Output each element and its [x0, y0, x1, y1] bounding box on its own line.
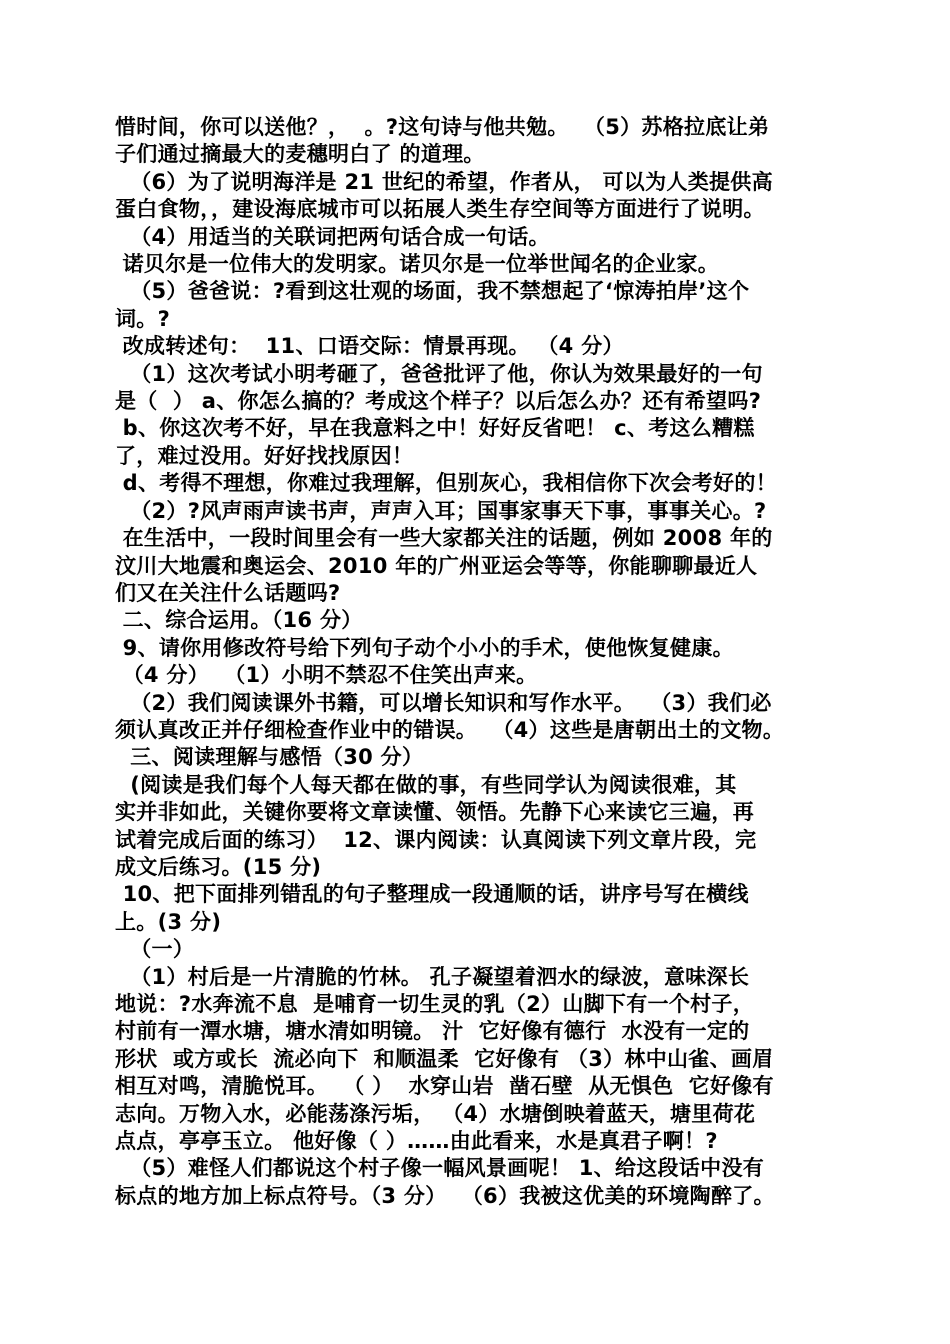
text-line: 相互对鸣，清脆悦耳。 （ ） 水穿山岩 凿石壁 从无惧色 它好像有	[115, 1074, 774, 1099]
text-line: 地说：?水奔流不息 是哺育一切生灵的乳（2）山脚下有一个村子，	[115, 992, 755, 1016]
text-line: （6）为了说明海洋是 21 世纪的希望，作者从， 可以为人类提供高	[115, 169, 773, 194]
subsection-heading: （一）	[115, 937, 195, 962]
text-line: 标点的地方加上标点符号。（3 分） （6）我被这优美的环境陶醉了。	[115, 1183, 775, 1208]
text-line: 了，难过没用。好好找找原因！	[115, 443, 414, 468]
text-line: 上。(3 分)	[115, 909, 222, 934]
text-line: 村前有一潭水塘，塘水清如明镜。 汁 它好像有德行 水没有一定的	[115, 1019, 750, 1044]
document-body	[115, 114, 845, 1210]
text-line: 点点，亭亭玉立。 他好像（ ）……由此看来，水是真君子啊！?	[115, 1129, 718, 1154]
text-line: 词。?	[115, 306, 171, 331]
text-line: 在生活中，一段时间里会有一些大家都关注的话题，例如 2008 年的	[115, 526, 773, 551]
text-line: 成文后练习。(15 分)	[115, 854, 322, 879]
text-line: 9、请你用修改符号给下列句子动个小小的手术，使他恢复健康。	[115, 635, 734, 660]
text-line: 蛋白食物，，建设海底城市可以拓展人类生存空间等方面进行了说明。	[115, 197, 765, 222]
text-line: （5）难怪人们都说这个村子像一幅风景画呢！ 1、给这段话中没有	[115, 1156, 765, 1181]
text-line: （4）用适当的关联词把两句话合成一句话。	[115, 224, 550, 249]
text-line: 诺贝尔是一位伟大的发明家。诺贝尔是一位举世闻名的企业家。	[115, 252, 720, 277]
text-line: 实并非如此，关键你要将文章读懂、领悟。先静下心来读它三遍，再	[115, 800, 754, 825]
section-heading: 三、阅读理解与感悟（30 分）	[115, 745, 424, 770]
text-line: 们又在关注什么话题吗?	[115, 580, 341, 605]
text-line: 子们通过摘最大的麦穗明白了 的道理。	[115, 142, 485, 167]
text-line: 汶川大地震和奥运会、2010 年的广州亚运会等等，你能聊聊最近人	[115, 553, 758, 578]
text-line: 志向。万物入水，必能荡涤污垢， （4）水塘倒映着蓝天，塘里荷花	[115, 1101, 756, 1126]
text-line: 10、把下面排列错乱的句子整理成一段通顺的话，讲序号写在横线	[115, 882, 749, 907]
text-line: 改成转述句： 11、口语交际：情景再现。 （4 分）	[115, 334, 624, 359]
text-line: b、你这次考不好，早在我意料之中！好好反省吧！ c、考这么糟糕	[115, 416, 755, 441]
text-line: 须认真改正并仔细检查作业中的错误。 （4）这些是唐朝出土的文物。	[115, 717, 785, 742]
text-line: （2）我们阅读课外书籍，可以增长知识和写作水平。 （3）我们必	[115, 690, 772, 715]
text-line: 试着完成后面的练习） 12、课内阅读：认真阅读下列文章片段，完	[115, 827, 757, 852]
text-line: 惜时间，你可以送他？， 。?这句诗与他共勉。 （5）苏格拉底让弟	[115, 115, 770, 139]
text-line: (阅读是我们每个人每天都在做的事，有些同学认为阅读很难，其	[115, 772, 737, 797]
text-line: （4 分） （1）小明不禁忍不住笑出声来。	[115, 663, 538, 688]
text-line: 是（ ） a、你怎么搞的？考成这个样子？以后怎么办？还有希望吗?	[115, 389, 762, 414]
text-line: （2）?风声雨声读书声，声声入耳；国事家事天下事，事事关心。?	[115, 498, 767, 523]
text-line: 形状 或方或长 流必向下 和顺温柔 它好像有 （3）林中山雀、画眉	[115, 1046, 774, 1071]
text-line: （1）村后是一片清脆的竹林。 孔子凝望着泗水的绿波，意味深长	[115, 964, 750, 989]
section-heading: 二、综合运用。（16 分）	[115, 608, 363, 633]
text-line: （1）这次考试小明考砸了，爸爸批评了他，你认为效果最好的一句	[115, 361, 763, 386]
text-line: （5）爸爸说：?看到这壮观的场面，我不禁想起了‘惊涛拍岸’这个	[115, 279, 750, 304]
text-line: d、考得不理想，你难过我理解，但别灰心，我相信你下次会考好的！	[115, 471, 777, 496]
